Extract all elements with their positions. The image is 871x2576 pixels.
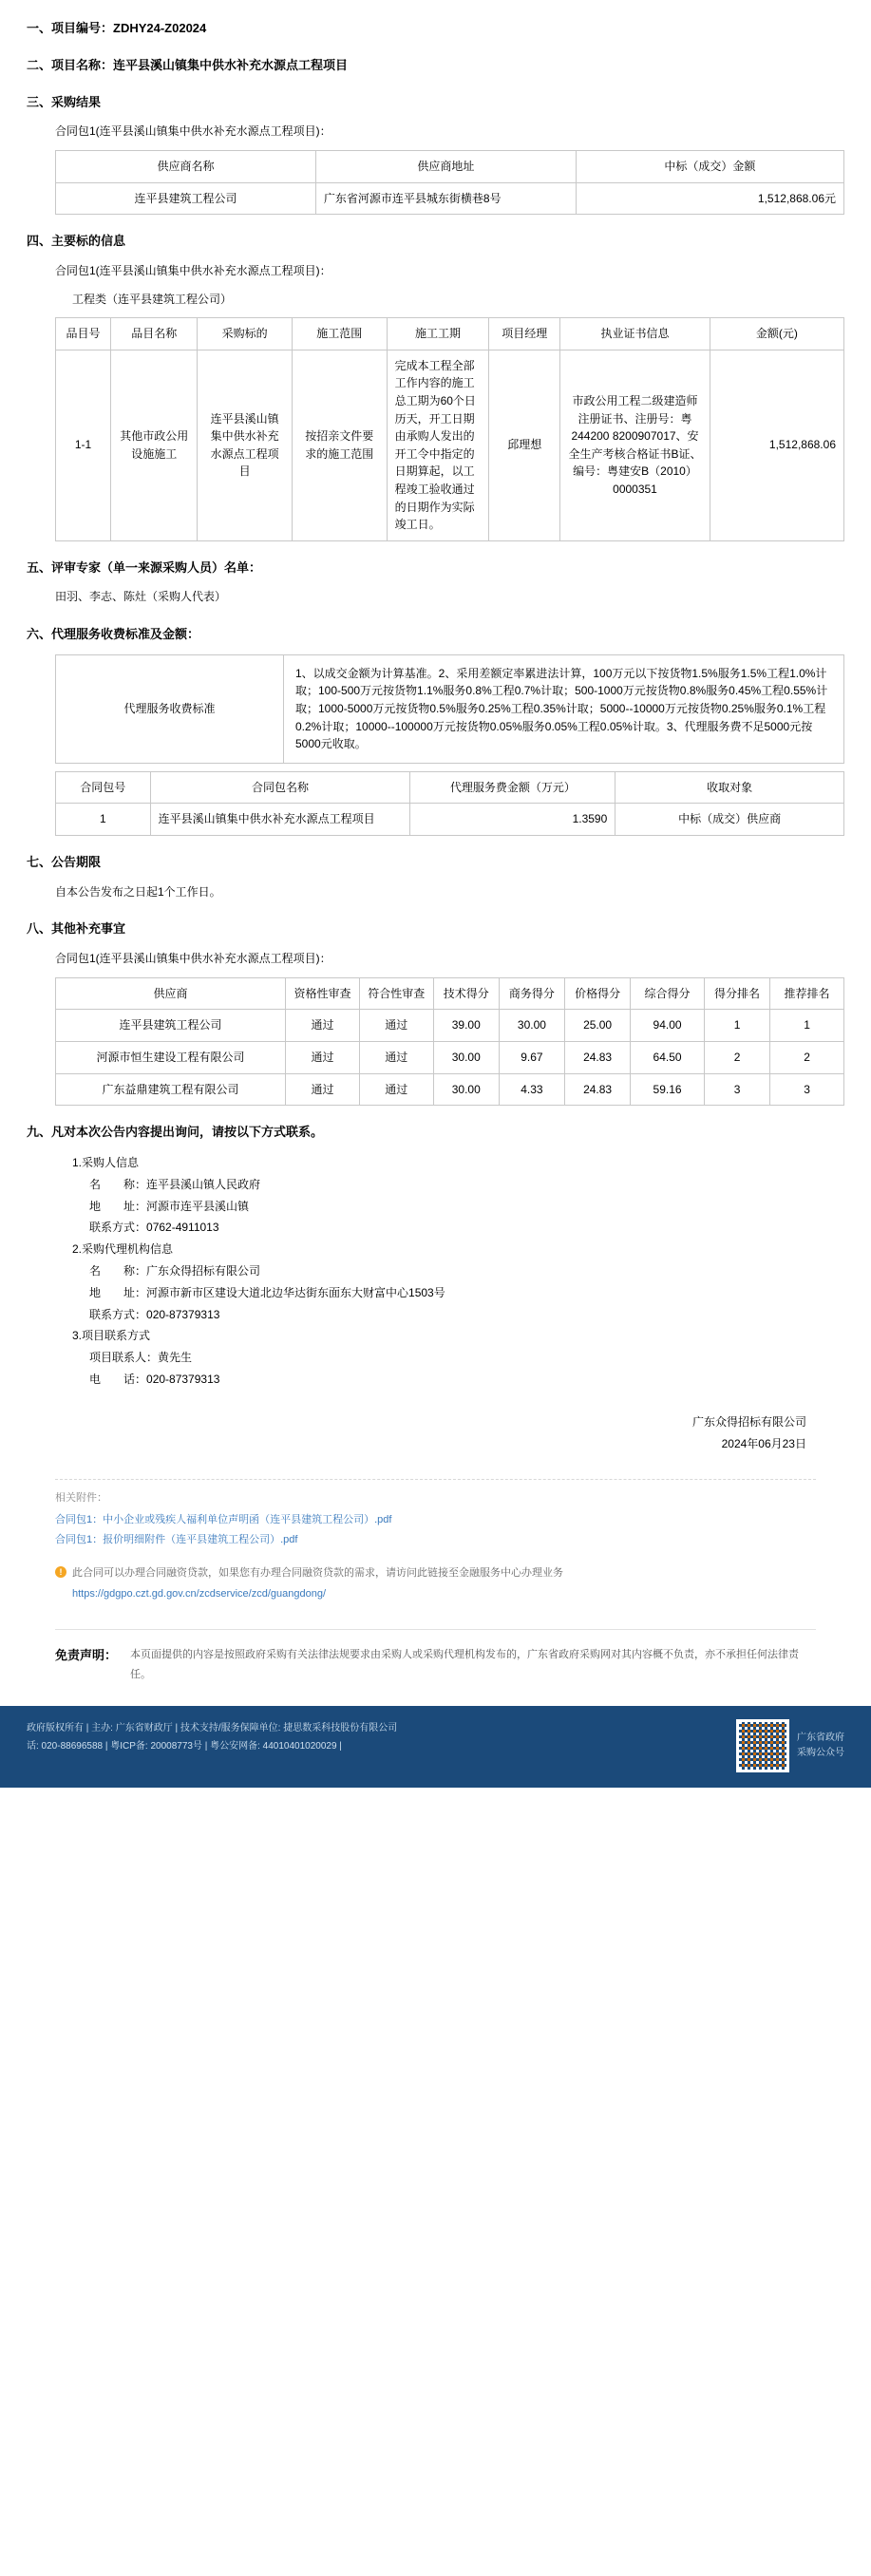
project-contact-tel-label: 电 话： (89, 1372, 147, 1386)
agency-address-label: 地 址： (89, 1285, 147, 1299)
cell-technical: 30.00 (433, 1073, 499, 1106)
signature-org: 广东众得招标有限公司 (691, 1414, 806, 1429)
cell-amount: 1,512,868.06 (710, 350, 843, 540)
fee-standard-table (55, 654, 844, 764)
agency-name-label: 名 称： (89, 1263, 147, 1278)
cell-business: 30.00 (499, 1010, 564, 1042)
th-package-name: 合同包名称 (150, 771, 410, 804)
target-package-line: 合同包1(连平县溪山镇集中供水补充水源点工程项目)： (55, 263, 331, 277)
agency-tel-value: 020-87379313 (146, 1307, 220, 1321)
agency-address-row (89, 1282, 844, 1304)
th-supplier: 供应商 (56, 977, 286, 1010)
cell-supplier: 广东益鼎建筑工程有限公司 (56, 1073, 286, 1106)
th-business-score: 商务得分 (499, 977, 564, 1010)
purchaser-name-value: 连平县溪山镇人民政府 (146, 1177, 261, 1191)
cell-subject: 连平县溪山镇集中供水补充水源点工程项目 (198, 350, 293, 540)
section-contact-title: 九、凡对本次公告内容提出询问，请按以下方式联系。 (27, 1125, 324, 1140)
cell-business: 4.33 (499, 1073, 564, 1106)
cell-score-rank: 3 (704, 1073, 769, 1106)
attachment-link-2[interactable]: 合同包1：报价明细附件（连平县建筑工程公司）.pdf (55, 1534, 298, 1546)
project-contact-tel-row (89, 1369, 844, 1391)
attachments-block (55, 1479, 816, 1550)
th-payer: 收取对象 (615, 771, 844, 804)
site-footer (0, 1706, 871, 1788)
qr-caption (797, 1731, 844, 1761)
project-contact-tel-value: 020-87379313 (146, 1372, 220, 1386)
loan-notice-text: 此合同可以办理合同融资贷款，如果您有办理合同融资贷款的需求，请访问此链接至金融服务中心办理业务 (72, 1567, 563, 1580)
purchaser-tel-label: 联系方式： (89, 1221, 147, 1235)
disclaimer-title: 免责声明： (55, 1647, 118, 1662)
th-qualification-review: 资格性审查 (286, 977, 360, 1010)
contact-block (55, 1152, 844, 1391)
loan-service-link[interactable]: https://gdgpo.czt.gd.gov.cn/zcdservice/zcd/guangdong/ (72, 1588, 327, 1601)
th-supplier-name: 供应商名称 (56, 150, 316, 182)
agency-tel-label: 联系方式： (89, 1307, 147, 1321)
disclaimer-body: 本页面提供的内容是按照政府采购有关法律法规要求由采购人或采购代理机构发布的，广东省政府采购网对其内容概不负责，亦不承担任何法律责任。 (130, 1648, 800, 1680)
result-package-line: 合同包1(连平县溪山镇集中供水补充水源点工程项目)： (55, 124, 331, 139)
purchaser-name-label: 名 称： (89, 1177, 147, 1191)
target-sub-line: 工程类（连平县建筑工程公司） (72, 292, 233, 306)
cell-qualification: 通过 (286, 1042, 360, 1074)
cell-manager: 邱理想 (489, 350, 560, 540)
cell-payer: 中标（成交）供应商 (615, 804, 844, 836)
table-row (56, 182, 844, 215)
cell-fee-standard-text: 1、以成交金额为计算基准。2、采用差额定率累进法计算，100万元以下按货物1.5%服务1.5%工程1.0%计取；100-500万元按货物1.1%服务0.8%工程0.7%计取；500-1000万元按货物0.8%服务0.45%工程0.55%计取；1000-5000万元按货物0.5%服务0.25%工程0.35%计取；5000--10000万元按货物0.25%服务0.1%工程0.2%计取；10000--100000万元按货物0.05%服务0.05%工程0.05%计取。3、代理服务费不足5000元按5000元收取。 (284, 654, 844, 763)
qr-caption-line-2: 采购公众号 (797, 1747, 844, 1758)
table-row (56, 350, 844, 540)
table-row (56, 1010, 844, 1042)
cell-price: 24.83 (565, 1073, 631, 1106)
section-experts-title: 五、评审专家（单一来源采购人员）名单： (27, 559, 262, 575)
footer-line-2: 话: 020-88696588 | 粤ICP备: 20008773号 | 粤公安网备: 44010401020029 | (27, 1740, 342, 1752)
fee-amount-table (55, 771, 844, 836)
section-main-target-title: 四、主要标的信息 (27, 234, 126, 249)
cell-award-amount: 1,512,868.06元 (576, 182, 843, 215)
cell-price: 24.83 (565, 1042, 631, 1074)
section-announce-period-title: 七、公告期限 (27, 855, 102, 870)
purchaser-name-row (89, 1174, 844, 1196)
cell-qualification: 通过 (286, 1010, 360, 1042)
project-contact-title: 3.项目联系方式 (72, 1329, 151, 1343)
signature-date: 2024年06月23日 (721, 1436, 806, 1450)
agency-tel-row (89, 1304, 844, 1326)
table-row (56, 654, 844, 763)
cell-score-rank: 2 (704, 1042, 769, 1074)
other-matters-package-line: 合同包1(连平县溪山镇集中供水补充水源点工程项目)： (55, 952, 331, 966)
th-item-no: 品目号 (56, 318, 111, 350)
purchaser-address-label: 地 址： (89, 1199, 147, 1213)
footer-qr-block (736, 1719, 844, 1772)
cell-qualification: 通过 (286, 1073, 360, 1106)
experts-list: 田羽、李志、陈灶（采购人代表） (55, 590, 227, 604)
announce-period-body: 自本公告发布之日起1个工作日。 (55, 884, 221, 899)
th-fee-amount: 代理服务费金额（万元） (410, 771, 615, 804)
section-procurement-result-title: 三、采购结果 (27, 94, 102, 109)
cell-fee-amount: 1.3590 (410, 804, 615, 836)
cell-recommend-rank: 3 (770, 1073, 844, 1106)
cell-package-name: 连平县溪山镇集中供水补充水源点工程项目 (150, 804, 410, 836)
purchaser-address-value: 河源市连平县溪山镇 (146, 1199, 250, 1213)
footer-text-block (27, 1719, 397, 1755)
cell-duration: 完成本工程全部工作内容的施工总工期为60个日历天，开工日期由承购人发出的开工令中指定的日期算起，以工程竣工验收通过的日期作为实际竣工日。 (387, 350, 489, 540)
cell-supplier-name: 连平县建筑工程公司 (56, 182, 316, 215)
th-item-name: 品目名称 (111, 318, 198, 350)
cell-certificate: 市政公用工程二级建造师注册证书、注册号：粤244200 8200907017、安全生产考核合格证书B证、编号：粤建安B（2010）0000351 (560, 350, 710, 540)
attachment-link-1[interactable]: 合同包1：中小企业或残疾人福利单位声明函（连平县建筑工程公司）.pdf (55, 1514, 392, 1526)
th-duration: 施工工期 (387, 318, 489, 350)
cell-fee-standard-label: 代理服务收费标准 (56, 654, 284, 763)
footer-line-1: 政府版权所有 | 主办: 广东省财政厅 | 技术支持/服务保障单位: 捷思数采科技股份有限公司 (27, 1722, 398, 1733)
disclaimer-block (55, 1629, 816, 1706)
purchaser-tel-row (89, 1217, 844, 1239)
agency-name-row (89, 1260, 844, 1282)
qr-code-icon (736, 1719, 789, 1772)
table-header-row (56, 150, 844, 182)
cell-total: 59.16 (631, 1073, 705, 1106)
cell-compliance: 通过 (359, 1073, 433, 1106)
agency-info-title: 2.采购代理机构信息 (72, 1242, 174, 1257)
cell-supplier-address: 广东省河源市连平县城东街横巷8号 (315, 182, 576, 215)
warning-icon: ! (55, 1566, 66, 1578)
th-amount: 金额(元) (710, 318, 843, 350)
table-header-row (56, 771, 844, 804)
table-row (56, 804, 844, 836)
th-subject: 采购标的 (198, 318, 293, 350)
th-score-rank: 得分排名 (704, 977, 769, 1010)
cell-package-no: 1 (56, 804, 151, 836)
purchaser-info-title: 1.采购人信息 (72, 1155, 140, 1169)
cell-scope: 按招亲文件要求的施工范围 (292, 350, 387, 540)
cell-business: 9.67 (499, 1042, 564, 1074)
cell-compliance: 通过 (359, 1042, 433, 1074)
table-header-row (56, 318, 844, 350)
agency-name-value: 广东众得招标有限公司 (146, 1263, 261, 1278)
purchaser-tel-value: 0762-4911013 (146, 1221, 219, 1235)
target-table (55, 317, 844, 541)
agency-address-value: 河源市新市区建设大道北边华达街东面东大财富中心1503号 (146, 1285, 445, 1299)
cell-total: 94.00 (631, 1010, 705, 1042)
project-contact-person-value: 黄先生 (158, 1351, 193, 1365)
section-other-matters-title: 八、其他补充事宜 (27, 921, 126, 937)
table-row (56, 1042, 844, 1074)
cell-technical: 30.00 (433, 1042, 499, 1074)
cell-score-rank: 1 (704, 1010, 769, 1042)
cell-supplier: 连平县建筑工程公司 (56, 1010, 286, 1042)
section-project-number: 一、项目编号：ZDHY24-Z02024 (27, 21, 207, 35)
project-contact-person-label: 项目联系人： (89, 1351, 159, 1365)
th-recommend-rank: 推荐排名 (770, 977, 844, 1010)
th-package-no: 合同包号 (56, 771, 151, 804)
cell-item-name: 其他市政公用设施施工 (111, 350, 198, 540)
loan-notice (55, 1563, 816, 1583)
cell-compliance: 通过 (359, 1010, 433, 1042)
cell-total: 64.50 (631, 1042, 705, 1074)
cell-supplier: 河源市恒生建设工程有限公司 (56, 1042, 286, 1074)
signature-block (27, 1411, 806, 1455)
section-project-name: 二、项目名称：连平县溪山镇集中供水补充水源点工程项目 (27, 57, 349, 72)
th-compliance-review: 符合性审查 (359, 977, 433, 1010)
result-table (55, 150, 844, 215)
th-award-amount: 中标（成交）金额 (576, 150, 843, 182)
project-contact-person-row (89, 1347, 844, 1369)
cell-item-no: 1-1 (56, 350, 111, 540)
th-price-score: 价格得分 (565, 977, 631, 1010)
attachments-title: 相关附件： (55, 1492, 107, 1505)
cell-recommend-rank: 1 (770, 1010, 844, 1042)
table-header-row (56, 977, 844, 1010)
qr-caption-line-1: 广东省政府 (797, 1732, 844, 1743)
th-scope: 施工范围 (292, 318, 387, 350)
cell-technical: 39.00 (433, 1010, 499, 1042)
score-table (55, 977, 844, 1106)
th-manager: 项目经理 (489, 318, 560, 350)
cell-price: 25.00 (565, 1010, 631, 1042)
table-row (56, 1073, 844, 1106)
th-technical-score: 技术得分 (433, 977, 499, 1010)
cell-recommend-rank: 2 (770, 1042, 844, 1074)
purchaser-address-row (89, 1196, 844, 1218)
th-supplier-address: 供应商地址 (315, 150, 576, 182)
section-agency-fee-title: 六、代理服务收费标准及金额： (27, 627, 200, 642)
th-certificate: 执业证书信息 (560, 318, 710, 350)
th-total-score: 综合得分 (631, 977, 705, 1010)
